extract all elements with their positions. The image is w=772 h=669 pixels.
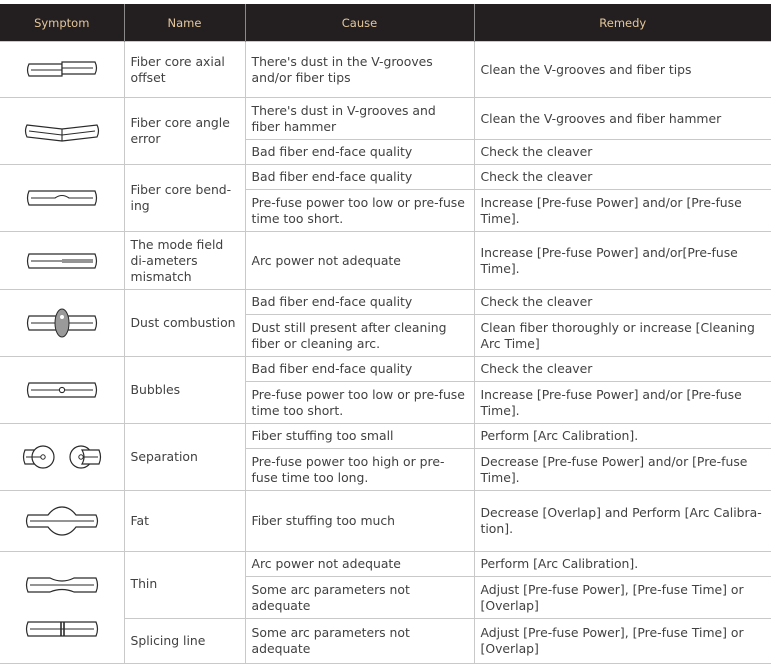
symptom-cell [0, 424, 124, 491]
troubleshooting-table [0, 4, 771, 664]
separation-fiber-icon [22, 440, 102, 474]
table-row [0, 42, 771, 98]
thin-fiber-icon [24, 572, 100, 602]
cause-cell: Arc power not adequate [245, 232, 474, 290]
axial-offset-fiber-icon [25, 55, 99, 85]
name-cell: Fiber core bend-ing [124, 165, 245, 232]
symptom-cell [0, 165, 124, 232]
table-row [0, 165, 771, 190]
header-row [0, 4, 771, 42]
header-name: Name [124, 4, 245, 42]
cause-cell: Arc power not adequate [245, 552, 474, 577]
remedy-cell: Adjust [Pre-fuse Power], [Pre-fuse Time] or [Overlap] [474, 619, 771, 664]
cause-cell: Some arc parameters not adequate [245, 619, 474, 664]
table-row [0, 357, 771, 382]
symptom-cell [0, 357, 124, 424]
remedy-cell: Check the cleaver [474, 357, 771, 382]
name-cell: Fiber core angle error [124, 98, 245, 165]
table-row [0, 491, 771, 552]
name-cell: Dust combustion [124, 290, 245, 357]
name-cell: Fat [124, 491, 245, 552]
remedy-cell: Increase [Pre-fuse Power] and/or [Pre-fuse Time]. [474, 382, 771, 424]
cause-cell: Pre-fuse power too high or pre-fuse time too long. [245, 449, 474, 491]
cause-cell: Bad fiber end-face quality [245, 165, 474, 190]
symptom-cell [0, 98, 124, 165]
name-cell: Fiber core axial offset [124, 42, 245, 98]
table-row [0, 290, 771, 315]
cause-cell: Bad fiber end-face quality [245, 357, 474, 382]
fat-fiber-icon [24, 503, 100, 539]
cause-cell: Bad fiber end-face quality [245, 140, 474, 165]
symptom-cell [0, 232, 124, 290]
cause-cell: There's dust in the V-grooves and/or fiber tips [245, 42, 474, 98]
cause-cell: Fiber stuffing too much [245, 491, 474, 552]
symptom-cell [0, 42, 124, 98]
remedy-cell: Clean the V-grooves and fiber tips [474, 42, 771, 98]
name-cell: Separation [124, 424, 245, 491]
angle-error-fiber-icon [23, 116, 101, 146]
remedy-cell: Perform [Arc Calibration]. [474, 424, 771, 449]
header-remedy: Remedy [474, 4, 771, 42]
symptom-cell [0, 290, 124, 357]
name-cell: Splicing line [124, 619, 245, 664]
remedy-cell: Increase [Pre-fuse Power] and/or [Pre-fuse Time]. [474, 190, 771, 232]
mode-field-mismatch-fiber-icon [25, 246, 99, 276]
dust-combustion-fiber-icon [25, 305, 99, 341]
remedy-cell: Check the cleaver [474, 140, 771, 165]
remedy-cell: Adjust [Pre-fuse Power], [Pre-fuse Time] or [Overlap] [474, 577, 771, 619]
header-symptom: Symptom [0, 4, 124, 42]
table-row [0, 424, 771, 449]
bubbles-fiber-icon [25, 375, 99, 405]
remedy-cell: Decrease [Overlap] and Perform [Arc Calibra-tion]. [474, 491, 771, 552]
cause-cell: Pre-fuse power too low or pre-fuse time too short. [245, 190, 474, 232]
cause-cell: Fiber stuffing too small [245, 424, 474, 449]
cause-cell: There's dust in V-grooves and fiber hammer [245, 98, 474, 140]
remedy-cell: Clean fiber thoroughly or increase [Cleaning Arc Time] [474, 315, 771, 357]
name-cell: Thin [124, 552, 245, 619]
symptom-cell [0, 552, 124, 664]
table-row [0, 98, 771, 140]
name-cell: The mode field di-ameters mismatch [124, 232, 245, 290]
cause-cell: Some arc parameters not adequate [245, 577, 474, 619]
header-cause: Cause [245, 4, 474, 42]
remedy-cell: Check the cleaver [474, 290, 771, 315]
remedy-cell: Decrease [Pre-fuse Power] and/or [Pre-fuse Time]. [474, 449, 771, 491]
remedy-cell: Increase [Pre-fuse Power] and/or[Pre-fuse Time]. [474, 232, 771, 290]
symptom-cell [0, 491, 124, 552]
core-bending-fiber-icon [25, 183, 99, 213]
cause-cell: Bad fiber end-face quality [245, 290, 474, 315]
cause-cell: Pre-fuse power too low or pre-fuse time too short. [245, 382, 474, 424]
remedy-cell: Clean the V-grooves and fiber hammer [474, 98, 771, 140]
name-cell: Bubbles [124, 357, 245, 424]
cause-cell: Dust still present after cleaning fiber or cleaning arc. [245, 315, 474, 357]
splicing-line-fiber-icon [24, 614, 100, 644]
table-row [0, 552, 771, 577]
remedy-cell: Check the cleaver [474, 165, 771, 190]
remedy-cell: Perform [Arc Calibration]. [474, 552, 771, 577]
table-row [0, 232, 771, 290]
